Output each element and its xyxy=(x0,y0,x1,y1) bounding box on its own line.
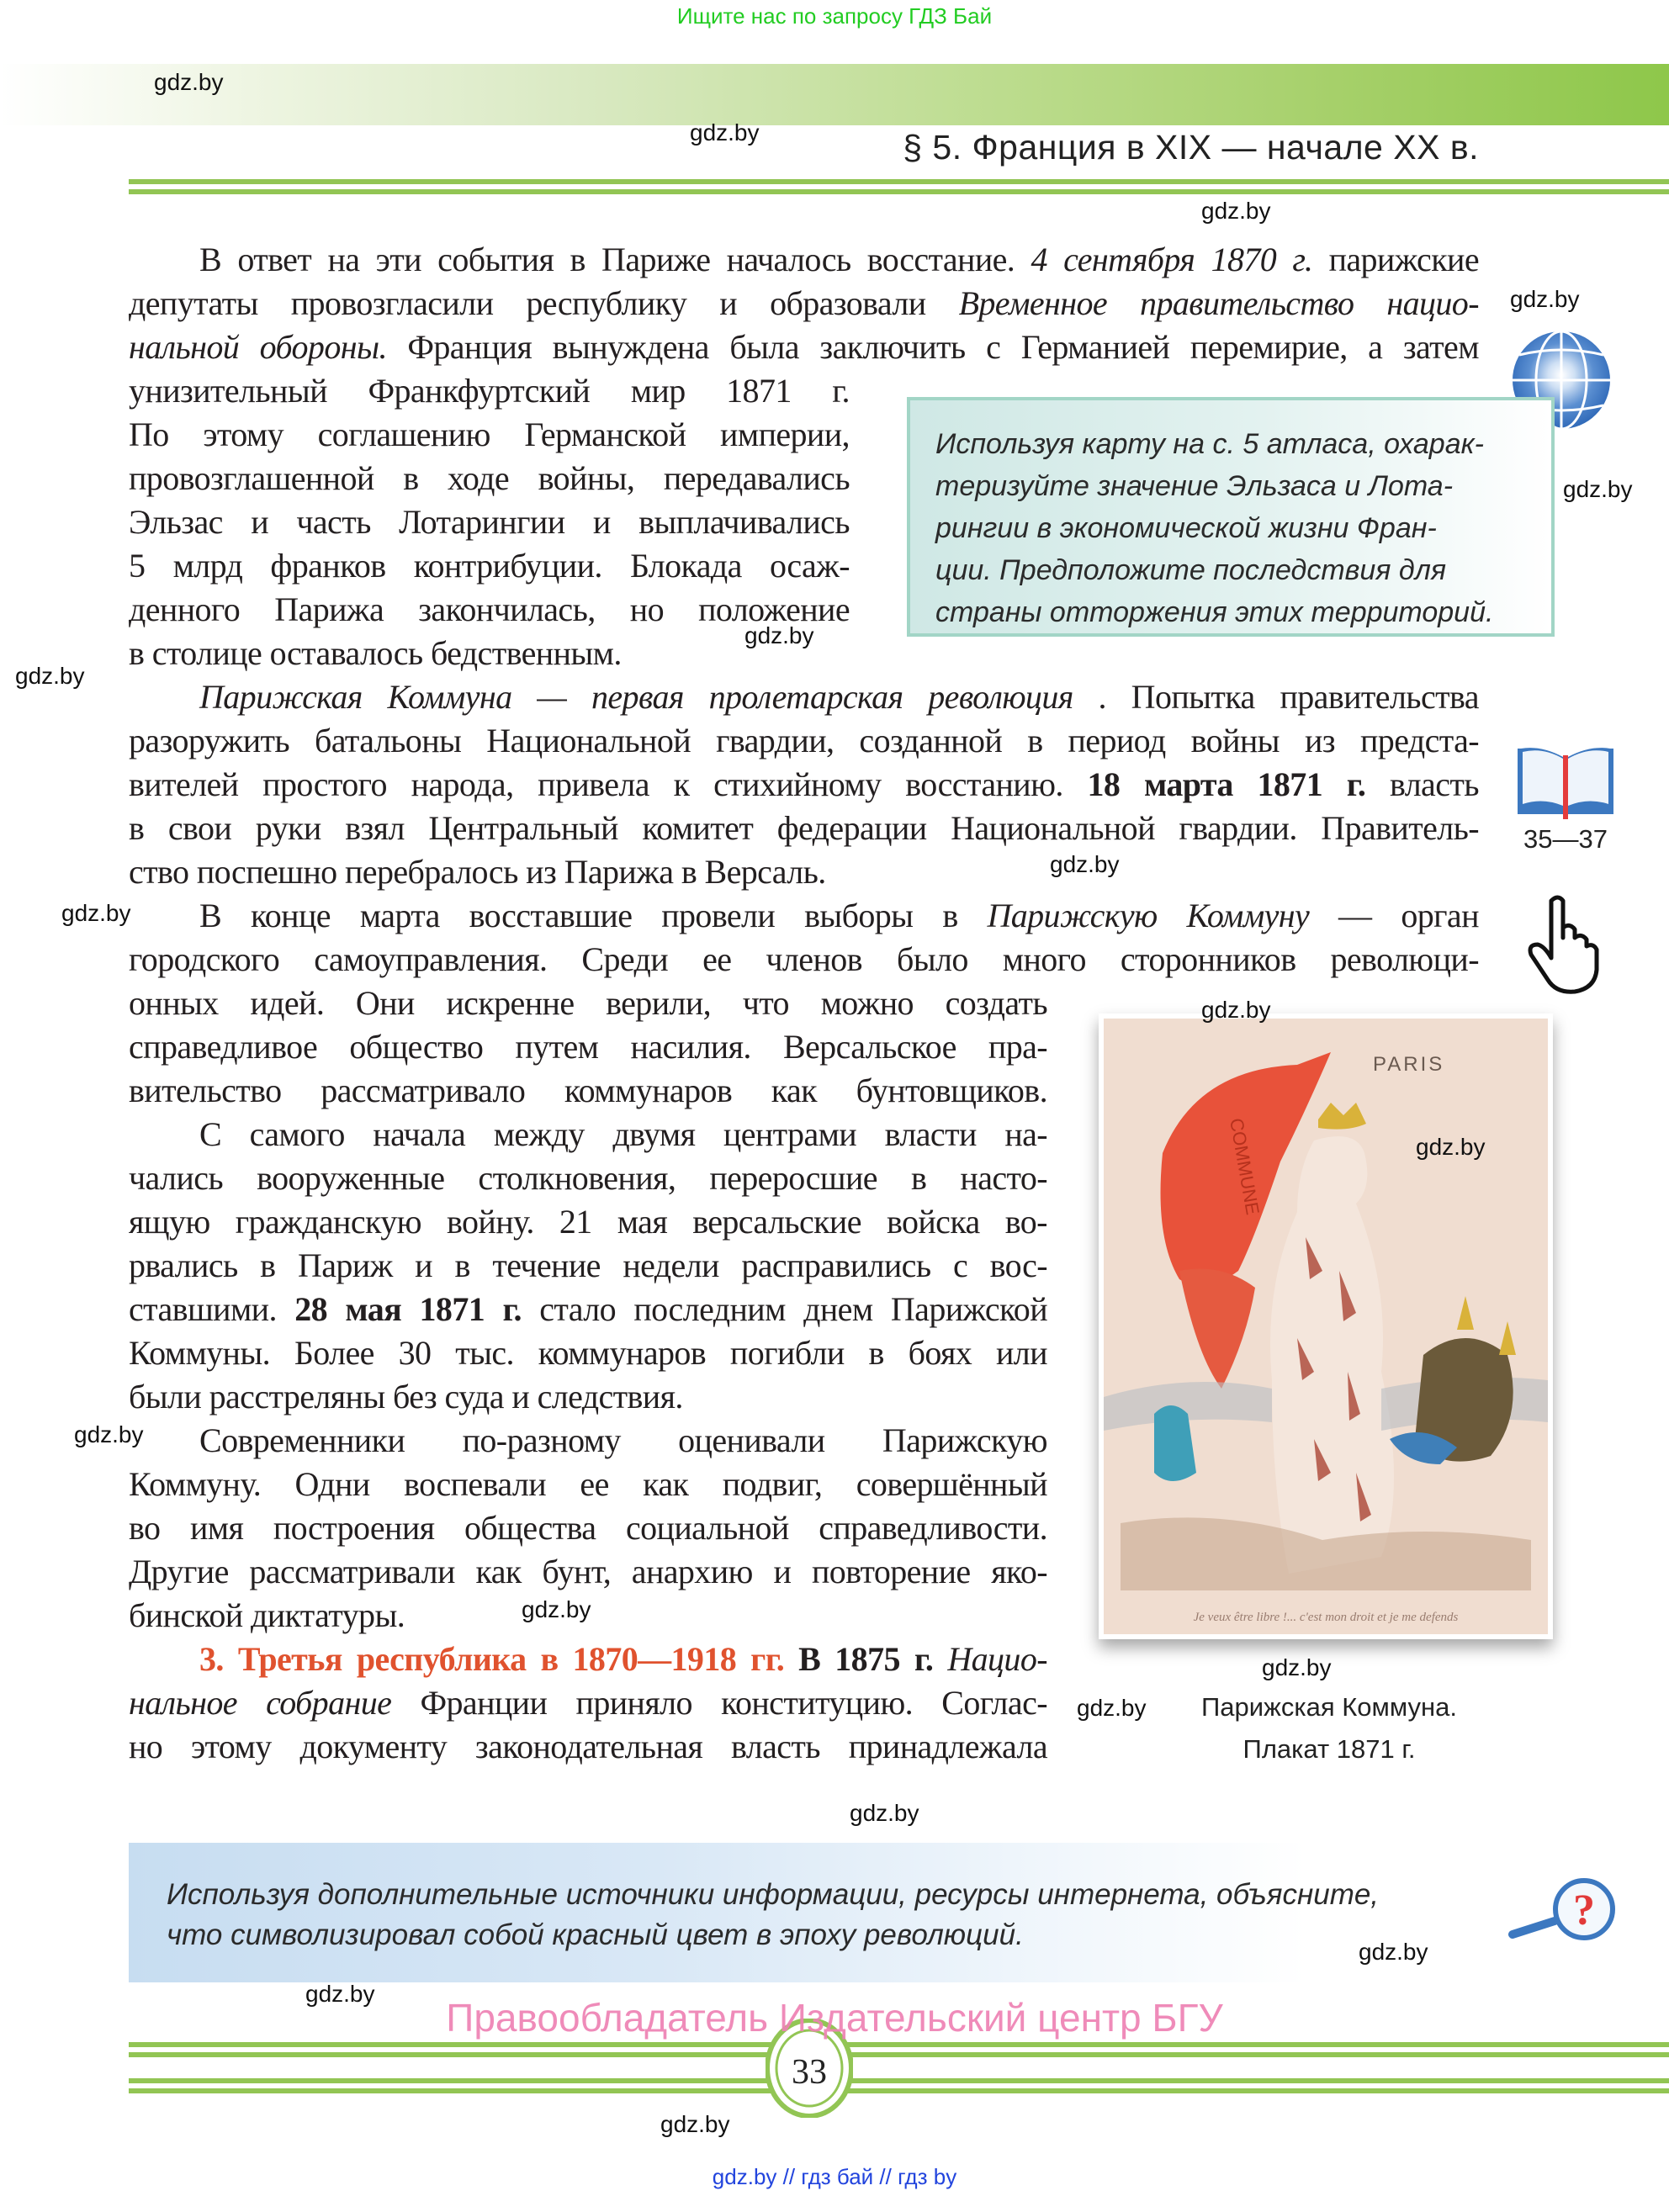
body-text-line: С самого начала между двумя центрами власти на- xyxy=(199,1115,1047,1153)
body-text-line: Современники по-разному оценивали Парижскую xyxy=(199,1421,1047,1459)
body-text-line: Коммуны. Более 30 тыс. коммунаров погибли в боях или xyxy=(129,1334,1047,1372)
top-search-banner[interactable]: Ищите нас по запросу ГДЗ Бай xyxy=(676,3,993,29)
watermark-link[interactable]: gdz.by xyxy=(15,663,85,689)
poster-bottom-caption: Je veux être libre !... c'est mon droit et je me defends xyxy=(1193,1611,1459,1624)
svg-text:COMMUNE: COMMUNE xyxy=(1226,1116,1264,1217)
watermark-link[interactable]: gdz.by xyxy=(1050,851,1120,877)
watermark-link[interactable]: gdz.by xyxy=(1510,286,1580,312)
body-text-line: вительство рассматривало коммунаров как бунтовщиков. xyxy=(129,1072,1047,1109)
task-line: ции. Предположите последствия для xyxy=(935,554,1447,586)
body-text-line: онных идей. Они искренне верили, что можно создать xyxy=(129,984,1047,1022)
body-text-line: но этому документу законодательная власть принадлежала xyxy=(129,1728,1047,1765)
body-text-line: во имя построения общества социальной справедливости. xyxy=(129,1509,1047,1547)
header-rule-top xyxy=(129,179,1669,184)
magnifier-question-icon xyxy=(1506,1874,1615,1954)
figure-caption-title: Парижская Коммуна. xyxy=(1201,1692,1457,1722)
atlas-task-box xyxy=(907,397,1555,637)
body-text-line: вителей простого народа, привела к стихийному восстанию. 18 марта 1871 г. власть xyxy=(129,765,1479,803)
body-text-line: депутаты провозгласили республику и образовали Временное правительство нацио- xyxy=(129,284,1479,322)
task-line: теризуйте значение Эльзаса и Лота- xyxy=(935,470,1454,502)
task-line: Используя карту на с. 5 атласа, охарак- xyxy=(935,428,1484,460)
open-book-icon[interactable] xyxy=(1514,740,1617,820)
pointing-hand-icon xyxy=(1524,894,1608,995)
task-line: рингии в экономической жизни Фран- xyxy=(935,512,1437,544)
footer-rule-3 xyxy=(129,2078,1669,2083)
footer-rule-2 xyxy=(129,2052,1669,2057)
body-text-line: В конце марта восставшие провели выборы в Парижскую Коммуну — орган xyxy=(199,897,1479,934)
body-text-line: рвались в Париж и в течение недели расправились с вос- xyxy=(129,1246,1047,1284)
body-text-line: в столице оставалось бедственным. xyxy=(129,634,622,672)
body-text-line: были расстреляны без суда и следствия. xyxy=(129,1378,683,1416)
body-text-line: нальное собрание Франции приняло конституцию. Соглас- xyxy=(129,1684,1047,1722)
question-line: что символизировал собой красный цвет в эпоху революций. xyxy=(167,1918,1024,1951)
figure-caption-subtitle: Плакат 1871 г. xyxy=(1242,1734,1416,1764)
watermark-link[interactable]: gdz.by xyxy=(154,69,224,95)
section-title: § 5. Франция в XIX — начале XX в. xyxy=(903,128,1479,167)
body-text-line: ство поспешно перебралось из Парижа в Версаль. xyxy=(129,853,826,891)
watermark-link[interactable]: gdz.by xyxy=(522,1596,591,1622)
watermark-link[interactable]: gdz.by xyxy=(305,1981,375,2007)
watermark-link[interactable]: gdz.by xyxy=(850,1800,919,1826)
watermark-link[interactable]: gdz.by xyxy=(660,2111,730,2137)
book-pages-ref: 35—37 xyxy=(1523,824,1608,854)
task-line: страны отторжения этих территорий. xyxy=(935,596,1494,628)
watermark-link[interactable]: gdz.by xyxy=(1201,997,1271,1023)
body-text-line: В ответ на эти события в Париже началось восстание. 4 сентября 1870 г. парижские xyxy=(199,241,1479,278)
body-text-line: бинской диктатуры. xyxy=(129,1596,405,1634)
footer-links[interactable]: gdz.by // гдз бай // гдз by xyxy=(712,2164,957,2189)
body-text-line: По этому соглашению Германской империи, xyxy=(129,415,850,453)
watermark-link[interactable]: gdz.by xyxy=(1262,1654,1332,1680)
body-text-line: в свои руки взял Центральный комитет федерации Национальной гвардии. Правитель- xyxy=(129,809,1479,847)
header-rule-bottom xyxy=(129,189,1669,194)
research-question-box xyxy=(129,1843,1380,1982)
body-text-line: 3. Третья республика в 1870—1918 гг. В 1875 г. Нацио- xyxy=(199,1640,1047,1678)
body-text-line: 5 млрд франков контрибуции. Блокада осаж- xyxy=(129,547,850,585)
footer-rule-1 xyxy=(129,2042,1669,2047)
watermark-link[interactable]: gdz.by xyxy=(1077,1695,1147,1721)
watermark-link[interactable]: gdz.by xyxy=(1359,1939,1428,1965)
body-text-line: унизительный Франкфуртский мир 1871 г. xyxy=(129,372,850,410)
watermark-link[interactable]: gdz.by xyxy=(690,119,760,146)
body-text-line: чались вооруженные столкновения, переросшие в насто- xyxy=(129,1159,1047,1197)
body-text-line: провозглашенной в ходе войны, передавались xyxy=(129,459,850,497)
copyright-notice: Правообладатель Издательский центр БГУ xyxy=(446,1996,1223,2040)
watermark-link[interactable]: gdz.by xyxy=(1416,1134,1486,1160)
question-line: Используя дополнительные источники информации, ресурсы интернета, объясните, xyxy=(167,1878,1380,1911)
footer-rule-4 xyxy=(129,2088,1669,2093)
body-text-line: разоружить батальоны Национальной гвардии, созданной в период войны из предста- xyxy=(129,722,1479,759)
body-text-line: Парижская Коммуна — первая пролетарская революция . Попытка правительства xyxy=(199,678,1479,716)
body-text-line: городского самоуправления. Среди ее членов было много сторонников революци- xyxy=(129,940,1479,978)
watermark-link[interactable]: gdz.by xyxy=(744,622,814,648)
body-text-line: ящую гражданскую войну. 21 мая версальские войска во- xyxy=(129,1203,1047,1241)
body-text-line: денного Парижа закончилась, но положение xyxy=(129,590,850,628)
watermark-link[interactable]: gdz.by xyxy=(1201,198,1271,224)
poster-paris-label: PARIS xyxy=(1373,1053,1445,1076)
body-text-line: ставшими. 28 мая 1871 г. стало последним днем Парижской xyxy=(129,1290,1047,1328)
body-text-line: Эльзас и часть Лотарингии и выплачивались xyxy=(129,503,850,541)
watermark-link[interactable]: gdz.by xyxy=(61,900,131,926)
commune-poster-image xyxy=(1099,1013,1553,1639)
body-text-line: Коммуну. Одни воспевали ее как подвиг, совершённый xyxy=(129,1465,1047,1503)
watermark-link[interactable]: gdz.by xyxy=(74,1421,144,1447)
svg-text:?: ? xyxy=(1573,1887,1595,1934)
body-text-line: справедливое общество путем насилия. Версальское пра- xyxy=(129,1028,1047,1066)
header-band xyxy=(0,64,1669,125)
body-text-line: Другие рассматривали как бунт, анархию и повторение яко- xyxy=(129,1553,1047,1590)
page-number: 33 xyxy=(792,2053,827,2092)
watermark-link[interactable]: gdz.by xyxy=(1563,476,1633,502)
body-text-line: нальной обороны. Франция вынуждена была заключить с Германией перемирие, а затем xyxy=(129,328,1479,366)
